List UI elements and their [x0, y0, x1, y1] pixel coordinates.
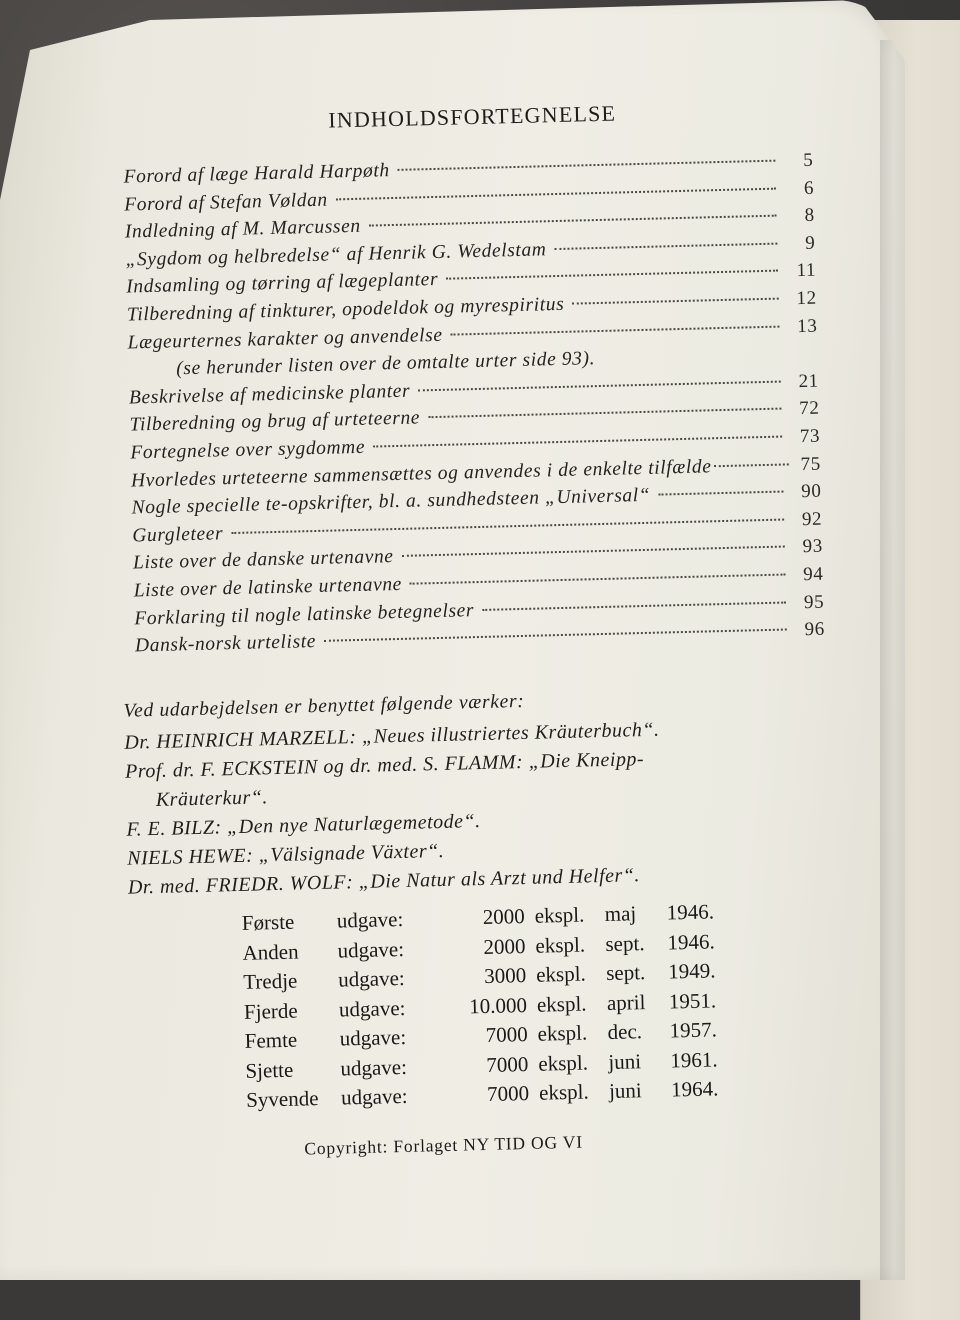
source-item: Dr. HEINRICH MARZELL: „Neues illustriertes Kräuterbuch“. — [124, 718, 660, 754]
dot-leader — [572, 298, 779, 305]
edition-year: 1964. — [670, 1076, 719, 1102]
toc-entry-label: Indsamling og tørring af lægeplanter — [126, 269, 439, 298]
dot-leader — [336, 187, 776, 200]
toc-entry-page: 96 — [804, 618, 826, 641]
toc-entry-label: Hvorledes urteteerne sammensættes og anvendes i de enkelte tilfælde — [130, 455, 712, 492]
edition-ordinal: Fjerde — [243, 998, 298, 1024]
toc-entry-page: 95 — [803, 591, 825, 613]
toc-entry-label: Tilberedning af tinkturer, opodeldok og myrespiritus — [126, 293, 565, 326]
edition-year: 1946. — [666, 899, 715, 925]
toc-entry-label: Liste over de latinske urtenavne — [133, 573, 403, 602]
dot-leader — [428, 408, 781, 419]
edition-month: maj — [604, 901, 637, 927]
edition-word: udgave: — [338, 995, 406, 1022]
edition-month: juni — [608, 1078, 643, 1103]
editions-table — [242, 899, 732, 1117]
dot-leader — [713, 463, 788, 467]
toc-entry-page: 73 — [799, 425, 821, 448]
toc-entry-page: 72 — [798, 397, 820, 420]
edition-ordinal: Syvende — [245, 1086, 319, 1112]
dot-leader — [231, 518, 784, 534]
toc-entry-label: Dansk-norsk urteliste — [134, 631, 317, 657]
toc-note: (se herunder listen over de omtalte urter side 93). — [176, 348, 596, 380]
dot-leader — [658, 491, 783, 496]
toc-entry-page: 93 — [802, 535, 824, 558]
edition-count: 3000 — [483, 962, 527, 988]
edition-unit: ekspl. — [535, 932, 586, 958]
toc-entry-page: 75 — [800, 453, 822, 475]
toc-entry-page: 94 — [803, 563, 824, 585]
edition-year: 1949. — [667, 958, 716, 984]
toc-entry-page: 11 — [796, 260, 817, 282]
toc-entry-label: Indledning af M. Marcussen — [124, 215, 361, 243]
edition-unit: ekspl. — [535, 961, 587, 987]
source-item-continuation: Kräuterkur“. — [155, 786, 269, 811]
edition-year: 1951. — [668, 987, 717, 1013]
toc-entry-label: Forklaring til nogle latinske betegnelser — [134, 599, 475, 629]
toc-entry-page: 6 — [803, 177, 815, 199]
sources-section — [123, 684, 828, 903]
table-of-contents — [123, 150, 825, 663]
toc-entry-label: Nogle specielle te-opskrifter, bl. a. sundhedsteen „Universal“ — [131, 484, 651, 519]
page-title: INDHOLDSFORTEGNELSE — [327, 100, 617, 133]
sources-intro: Ved udarbejdelsen er benyttet følgende værker: — [123, 690, 525, 722]
edition-count: 7000 — [486, 1080, 530, 1106]
edition-month: dec. — [607, 1019, 643, 1044]
source-item: Prof. dr. F. ECKSTEIN og dr. med. S. FLAMM: „Die Kneipp- — [124, 748, 645, 783]
toc-entry-page: 92 — [801, 508, 823, 530]
edition-ordinal: Første — [241, 909, 295, 935]
edition-month: april — [606, 989, 646, 1015]
edition-unit: ekspl. — [534, 902, 585, 928]
dot-leader — [324, 629, 787, 642]
dot-leader — [402, 546, 785, 557]
edition-unit: ekspl. — [536, 991, 587, 1017]
edition-unit: ekspl. — [538, 1049, 589, 1076]
toc-entry-page: 5 — [803, 149, 814, 171]
dot-leader — [554, 242, 777, 249]
dot-leader — [482, 601, 786, 610]
edition-month: sept. — [605, 930, 645, 956]
dot-leader — [398, 160, 776, 171]
edition-ordinal: Anden — [242, 939, 299, 965]
source-item: F. E. BILZ: „Den nye Naturlægemetode“. — [126, 810, 481, 841]
toc-entry-label: Fortegnelse over sygdomme — [130, 436, 366, 464]
edition-year: 1946. — [667, 928, 715, 955]
toc-entry-page: 9 — [805, 232, 816, 254]
toc-entry-page: 21 — [798, 370, 820, 392]
edition-count: 7000 — [485, 1021, 528, 1047]
edition-word: udgave: — [340, 1054, 408, 1081]
dot-leader — [373, 435, 782, 447]
copyright-line: Copyright: Forlaget NY TID OG VI — [304, 1131, 584, 1159]
dot-leader — [418, 380, 781, 391]
edition-month: juni — [608, 1048, 642, 1074]
edition-unit: ekspl. — [538, 1079, 589, 1105]
dot-leader — [451, 325, 780, 335]
edition-unit: ekspl. — [537, 1020, 588, 1046]
toc-entry-label: Tilberedning og brug af urteteerne — [129, 407, 421, 436]
toc-entry-page: 13 — [796, 315, 818, 337]
edition-word: udgave: — [340, 1083, 408, 1110]
edition-count: 2000 — [482, 903, 526, 930]
edition-count: 7000 — [486, 1051, 529, 1077]
edition-count: 10.000 — [468, 992, 528, 1018]
edition-year: 1957. — [669, 1017, 718, 1043]
dot-leader — [369, 215, 777, 227]
edition-word: udgave: — [336, 906, 404, 933]
edition-ordinal: Femte — [244, 1027, 298, 1053]
source-item: NIELS HEWE: „Välsignade Växter“. — [126, 839, 445, 870]
toc-entry-page: 8 — [804, 204, 815, 227]
toc-entry-label: Forord af læge Harald Harpøth — [123, 160, 390, 188]
toc-entry-page: 90 — [801, 480, 822, 503]
edition-count: 2000 — [483, 933, 526, 959]
toc-entry-label: Forord af Stefan Vøldan — [124, 189, 329, 216]
toc-entry-label: „Sygdom og helbredelse“ af Henrik G. Wedelstam — [125, 239, 547, 271]
edition-ordinal: Tredje — [242, 968, 298, 994]
edition-month: sept. — [605, 960, 646, 986]
dot-leader — [410, 573, 786, 584]
toc-entry-page: 12 — [796, 287, 818, 310]
edition-word: udgave: — [339, 1024, 407, 1051]
edition-ordinal: Sjette — [245, 1057, 294, 1083]
toc-entry-label: Lægeurternes karakter og anvendelse — [127, 324, 443, 354]
edition-word: udgave: — [337, 965, 406, 992]
toc-entry-label: Beskrivelse af medicinske planter — [128, 380, 411, 409]
toc-entry-label: Liste over de danske urtenavne — [132, 546, 394, 574]
dot-leader — [446, 270, 778, 280]
edition-word: udgave: — [337, 936, 405, 963]
edition-year: 1961. — [670, 1046, 718, 1072]
source-item: Dr. med. FRIEDR. WOLF: „Die Natur als Arzt und Helfer“. — [127, 864, 641, 899]
toc-entry-label: Gurgleteer — [132, 522, 224, 547]
